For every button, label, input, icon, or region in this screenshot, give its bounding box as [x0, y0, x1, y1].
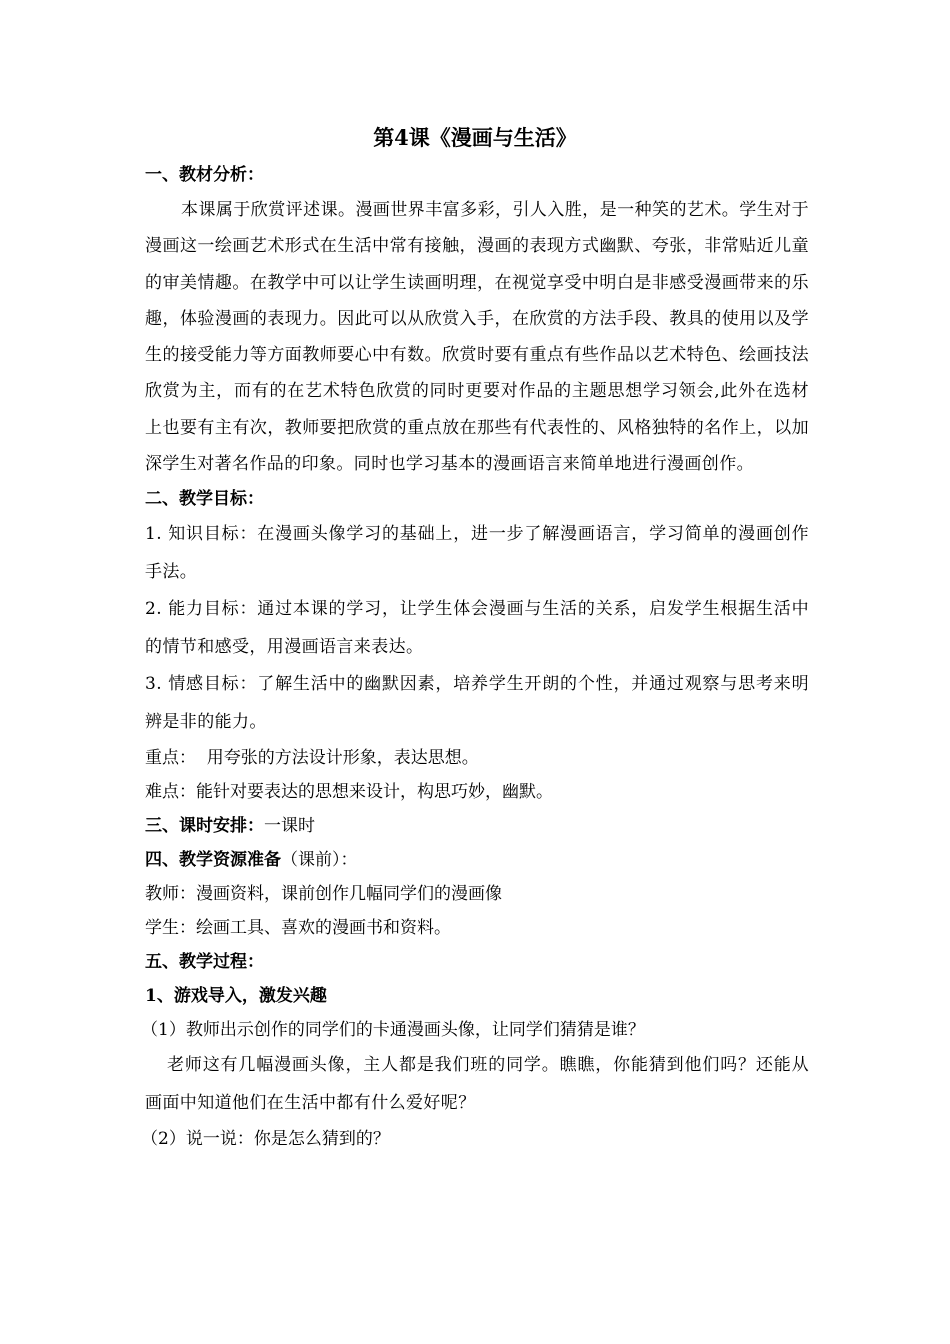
step1-heading: 1、游戏导入，激发兴趣 [145, 986, 327, 1007]
schedule-label: 三、课时安排： [145, 816, 264, 837]
document-body [141, 158, 809, 1156]
resources-label: 四、教学资源准备 [145, 850, 281, 871]
resources-suffix: （课前）： [281, 850, 358, 871]
teacher-resources: 教师：漫画资料，课前创作几幅同学们的漫画像 [145, 884, 502, 905]
section-heading-resources [145, 843, 809, 877]
goal-knowledge: 1. 知识目标：在漫画头像学习的基础上，进一步了解漫画语言，学习简单的漫画创作手法。 [145, 524, 809, 582]
schedule-value: 一课时 [264, 816, 315, 837]
key-point: 重点： 用夸张的方法设计形象，表达思想。 [145, 748, 479, 769]
section-heading-teaching-process: 五、教学过程： [145, 952, 264, 973]
goal-ability: 2. 能力目标：通过本课的学习，让学生体会漫画与生活的关系，启发学生根据生活中的情节和感受，用漫画语言来表达。 [145, 599, 809, 657]
textbook-analysis-paragraph: 本课属于欣赏评述课。漫画世界丰富多彩，引人入胜，是一种笑的艺术。学生对于漫画这一绘画艺术形式在生活中常有接触，漫画的表现方式幽默、夸张，非常贴近儿童的审美情趣。在教学中可以让学生读画明理，在视觉享受中明白是非感受漫画带来的乐趣，体验漫画的表现力。因此可以从欣赏入手，在欣赏的方法手段、教具的使用以及学生的接受能力等方面教师要心中有数。欣赏时要有重点有些作品以艺术特色、绘画技法欣赏为主，而有的在艺术特色欣赏的同时更要对作品的主题思想学习领会,此外在选材上也要有主有次，教师要把欣赏的重点放在那些有代表性的、风格独特的名作上，以加深学生对著名作品的印象。同时也学习基本的漫画语言来简单地进行漫画创作。 [145, 200, 809, 475]
section-heading-schedule [145, 809, 809, 843]
difficulty-point: 难点：能针对要表达的思想来设计，构思巧妙，幽默。 [145, 782, 553, 803]
goal-emotion: 3. 情感目标：了解生活中的幽默因素，培养学生开朗的个性，并通过观察与思考来明辨是非的能力。 [145, 674, 809, 732]
section-heading-teaching-goals: 二、教学目标： [145, 489, 264, 510]
step1-question-1: （1）教师出示创作的同学们的卡通漫画头像，让同学们猜猜是谁？ [141, 1020, 645, 1041]
student-resources: 学生：绘画工具、喜欢的漫画书和资料。 [145, 918, 451, 939]
step1-text: 老师这有几幅漫画头像，主人都是我们班的同学。瞧瞧，你能猜到他们吗？还能从画面中知道他们在生活中都有什么爱好呢？ [145, 1055, 809, 1113]
step1-question-2: （2）说一说：你是怎么猜到的？ [141, 1129, 390, 1150]
section-heading-textbook-analysis: 一、教材分析： [145, 165, 264, 185]
document-title: 第4课《漫画与生活》 [373, 125, 577, 150]
